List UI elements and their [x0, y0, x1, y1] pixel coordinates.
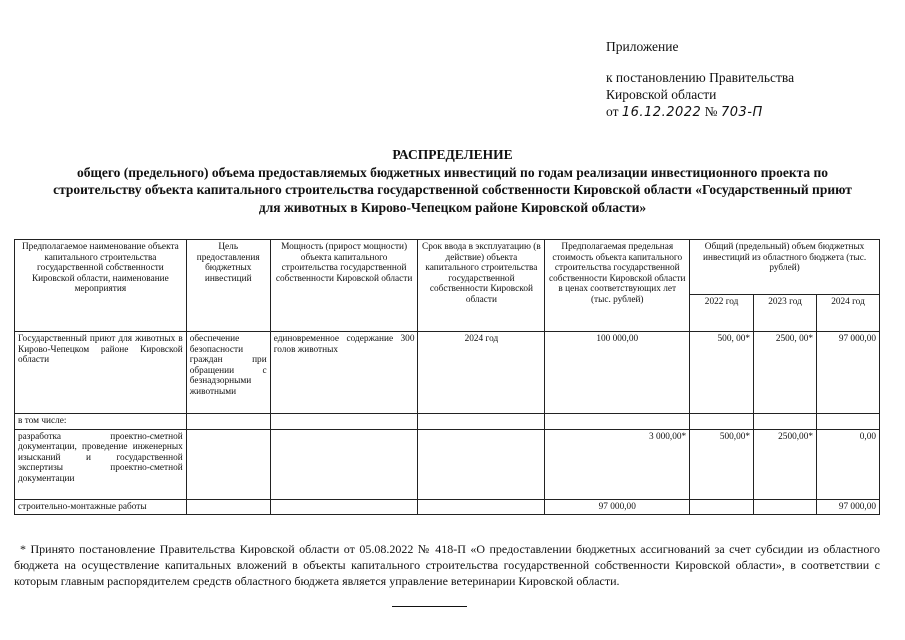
row1-term: 2024 год [418, 332, 545, 414]
closing-divider [392, 606, 467, 607]
row3-2024: 97 000,00 [817, 499, 880, 515]
appendix-resolution-line: к постановлению Правительства [606, 70, 795, 85]
investment-table [14, 239, 880, 515]
row2-2022: 500,00* [690, 429, 754, 499]
footnote: * Принято постановление Правительства Кировской области от 05.08.2022 № 418-П «О предоставлении бюджетных ассигнований за счет субсидии из областного бюджета на осуществление капитальных вложений в объекты капитального строительства государственной собственности Кировской области», в соответствии с которым главным распорядителем средств областного бюджета является управление ветеринарии Кировской области. [14, 542, 880, 588]
appendix-block [606, 38, 794, 121]
table-row [15, 499, 880, 515]
appendix-region-line: Кировской области [606, 87, 717, 102]
row1-capacity: единовременное содержание 300 голов животных [270, 332, 418, 414]
resolution-number: 703-П [720, 105, 763, 120]
row2-2023: 2500,00* [754, 429, 817, 499]
header-term: Срок ввода в эксплуатацию (в действие) объекта капитального строительства государственной собственности Кировской области [418, 240, 545, 332]
header-goal: Цель предоставления бюджетных инвестиций [186, 240, 270, 332]
resolution-date: 16.12.2022 [621, 105, 702, 120]
row2-2024: 0,00 [817, 429, 880, 499]
table-row [15, 332, 880, 414]
row2-name: разработка проектно-сметной документации, проведение инженерных изысканий и государственной экспертизы проектно-сметной документации [15, 429, 187, 499]
document-title [0, 146, 905, 216]
row1-name: Государственный приют для животных в Кирово-Чепецком районе Кировской области [15, 332, 187, 414]
row3-name: строительно-монтажные работы [15, 499, 187, 515]
row-including: в том числе: [15, 414, 187, 430]
title-line-1: общего (предельного) объема предоставляемых бюджетных инвестиций по годам реализации инвестиционного проекта по [76, 164, 829, 180]
row1-2023: 2500, 00* [754, 332, 817, 414]
header-cost: Предполагаемая предельная стоимость объекта капитального строительства государственной собственности Кировской области в ценах соответствующих лет (тыс. рублей) [545, 240, 690, 332]
appendix-label: Приложение [606, 39, 679, 54]
table-row [15, 414, 880, 430]
row1-2024: 97 000,00 [817, 332, 880, 414]
header-name: Предполагаемое наименование объекта капитального строительства государственной собственности Кировской области, наименование мероприятия [15, 240, 187, 332]
header-year-2024: 2024 год [817, 295, 880, 332]
title-heading: РАСПРЕДЕЛЕНИЕ [392, 147, 513, 162]
title-line-2: строительству объекта капитального строительства государственной собственности Кировской области «Государственный приют [53, 182, 852, 197]
title-line-3: для животных в Кирово-Чепецком районе Кировской области» [258, 199, 647, 215]
appendix-date-line: от 16.12.2022 № 703-П [606, 104, 763, 120]
row1-goal: обеспечение безопасности граждан при обращении с безнадзорными животными [186, 332, 270, 414]
row3-cost: 97 000,00 [545, 499, 690, 515]
header-year-2022: 2022 год [690, 295, 754, 332]
table-header-row [15, 240, 880, 295]
row1-2022: 500, 00* [690, 332, 754, 414]
row1-cost: 100 000,00 [545, 332, 690, 414]
header-year-2023: 2023 год [754, 295, 817, 332]
header-capacity: Мощность (прирост мощности) объекта капитального строительства государственной собственности Кировской области [270, 240, 418, 332]
row2-cost: 3 000,00* [545, 429, 690, 499]
header-total: Общий (предельный) объем бюджетных инвестиций из областного бюджета (тыс. рублей) [690, 240, 880, 295]
table-row [15, 429, 880, 499]
